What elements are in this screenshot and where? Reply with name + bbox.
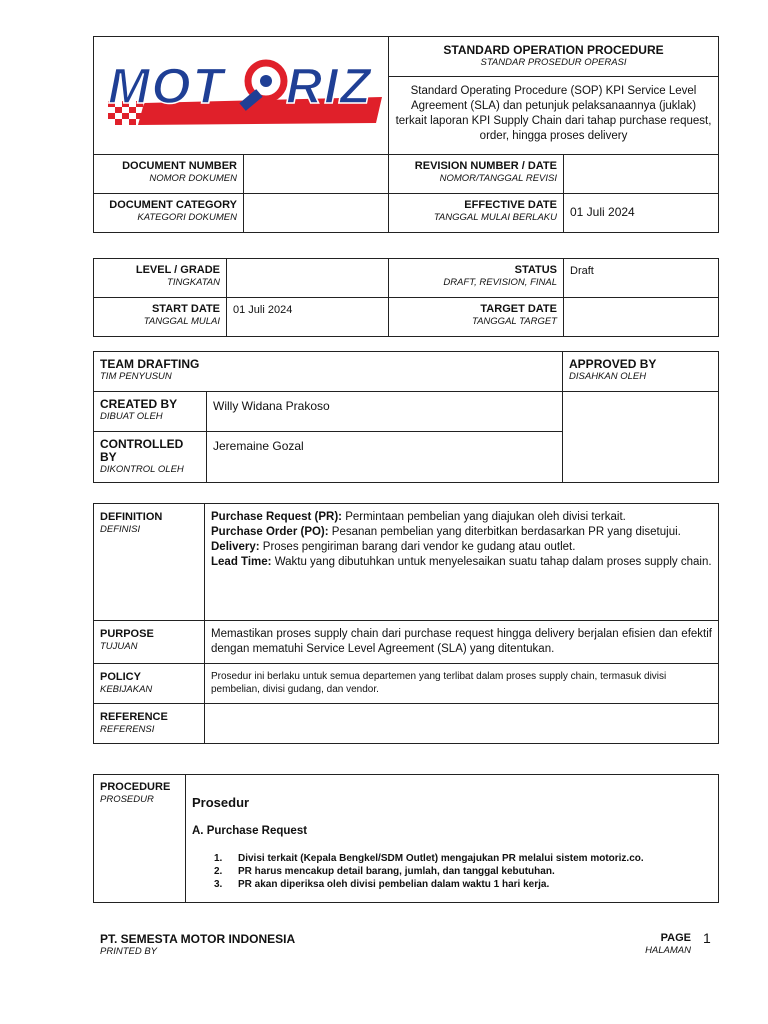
procedure-subheading: A. Purchase Request [192, 825, 308, 837]
document-number-label-cell [94, 155, 244, 194]
document-number-label: DOCUMENT NUMBER [122, 160, 237, 172]
target-date-sub: TANGGAL TARGET [472, 316, 557, 327]
approved-by-cell [563, 352, 719, 392]
purpose-label-cell [94, 621, 205, 664]
team-drafting-cell [94, 352, 563, 392]
footer-printed-by: PRINTED BY [100, 946, 158, 957]
procedure-label: PROCEDURE [100, 781, 171, 793]
effective-sub: TANGGAL MULAI BERLAKU [433, 212, 557, 223]
target-date-value [564, 298, 719, 337]
status-label-cell [389, 259, 564, 298]
revision-label: REVISION NUMBER / DATE [414, 160, 557, 172]
created-by-label: CREATED BY [100, 397, 178, 411]
start-date-value: 01 Juli 2024 [227, 298, 389, 337]
sections-table [93, 503, 719, 744]
definition-label: DEFINITION [100, 511, 163, 523]
procedure-step: 2. PR harus mencakup detail barang, jumlah, dan tanggal kebutuhan. [214, 866, 555, 877]
created-by-sub: DIBUAT OLEH [100, 411, 163, 422]
header-table [93, 36, 719, 233]
status-value: Draft [564, 259, 719, 298]
approved-by-label: APPROVED BY [569, 357, 657, 371]
footer-page-block [600, 932, 691, 957]
procedure-label-cell [94, 775, 186, 903]
category-value [244, 194, 389, 233]
policy-text: Prosedur ini berlaku untuk semua departemen yang terlibat dalam proses supply chain, termasuk divisi pembelian, divisi gudang, dan vendor. [205, 664, 719, 704]
level-label: LEVEL / GRADE [135, 264, 220, 276]
reference-sub: REFERENSI [100, 724, 155, 735]
doc-description: Standard Operating Procedure (SOP) KPI Service Level Agreement (SLA) dan petunjuk pelaksanaannya (juklak) terkait laporan KPI Supply Chain dari tahap purchase request, order, hingga proses delivery [389, 76, 718, 144]
team-table [93, 351, 719, 483]
status-table [93, 258, 719, 337]
definition-pr: Purchase Request (PR): Permintaan pembelian yang diajukan oleh divisi terkait. [211, 511, 626, 523]
procedure-step: 1. Divisi terkait (Kepala Bengkel/SDM Outlet) mengajukan PR melalui sistem motoriz.co. [214, 853, 644, 864]
procedure-content [186, 775, 719, 903]
effective-label: EFFECTIVE DATE [464, 199, 557, 211]
document-number-sub: NOMOR DOKUMEN [149, 173, 237, 184]
controlled-by-sub: DIKONTROL OLEH [100, 464, 184, 475]
approval-signature-cell [563, 392, 719, 483]
team-drafting-label: TEAM DRAFTING [100, 357, 200, 371]
procedure-step: 3. PR akan diperiksa oleh divisi pembelian dalam waktu 1 hari kerja. [214, 879, 550, 890]
footer-page-sub: HALAMAN [645, 945, 691, 956]
target-date-label: TARGET DATE [480, 303, 557, 315]
category-sub: KATEGORI DOKUMEN [137, 212, 237, 223]
controlled-by-cell [94, 432, 207, 483]
logo-wordmark-right: RIZ [286, 58, 373, 114]
procedure-sub: PROSEDUR [100, 794, 154, 805]
purpose-label: PURPOSE [100, 628, 154, 640]
policy-label: POLICY [100, 671, 141, 683]
procedure-heading: Prosedur [192, 795, 250, 810]
motoriz-logo [94, 37, 388, 149]
doc-title-sub: STANDAR PROSEDUR OPERASI [480, 57, 627, 68]
effective-label-cell [389, 194, 564, 233]
category-label: DOCUMENT CATEGORY [109, 199, 237, 211]
status-sub: DRAFT, REVISION, FINAL [443, 277, 557, 288]
team-drafting-sub: TIM PENYUSUN [100, 371, 172, 382]
reference-label-cell [94, 704, 205, 744]
procedure-table [93, 774, 719, 903]
controlled-by-label: CONTROLLED BY [100, 437, 184, 464]
document-number-value [244, 155, 389, 194]
procedure-steps [192, 852, 712, 891]
level-sub: TINGKATAN [167, 277, 220, 288]
purpose-text: Memastikan proses supply chain dari purchase request hingga delivery berjalan efisien dan efektif dengan mematuhi Service Level Agreement (SLA) yang ditentukan. [205, 621, 719, 664]
start-label-cell [94, 298, 227, 337]
definition-label-cell [94, 504, 205, 621]
purpose-sub: TUJUAN [100, 641, 138, 652]
created-by-cell [94, 392, 207, 432]
title-cell [389, 37, 719, 155]
logo-wordmark-left: MOT [108, 58, 226, 114]
footer-company-block [100, 932, 295, 958]
footer-page-label: PAGE [660, 932, 691, 944]
revision-value [564, 155, 719, 194]
definition-lead-time: Lead Time: Waktu yang dibutuhkan untuk menyelesaikan suatu tahap dalam proses supply chain. [211, 556, 712, 568]
footer-company: PT. SEMESTA MOTOR INDONESIA [100, 932, 296, 946]
level-value [227, 259, 389, 298]
level-label-cell [94, 259, 227, 298]
target-label-cell [389, 298, 564, 337]
doc-title: STANDARD OPERATION PROCEDURE [443, 43, 664, 57]
effective-value: 01 Juli 2024 [564, 194, 719, 233]
start-date-label: START DATE [151, 303, 220, 315]
reference-text [205, 704, 719, 744]
start-date-sub: TANGGAL MULAI [143, 316, 220, 327]
footer-page-number: 1 [703, 930, 711, 946]
definition-delivery: Delivery: Proses pengiriman barang dari vendor ke gudang atau outlet. [211, 541, 576, 553]
revision-sub: NOMOR/TANGGAL REVISI [439, 173, 557, 184]
revision-label-cell [389, 155, 564, 194]
policy-sub: KEBIJAKAN [100, 684, 153, 695]
category-label-cell [94, 194, 244, 233]
logo-cell [94, 37, 389, 155]
reference-label: REFERENCE [100, 711, 168, 723]
definition-sub: DEFINISI [100, 524, 141, 535]
definition-po: Purchase Order (PO): Pesanan pembelian yang diterbitkan berdasarkan PR yang disetujui. [211, 526, 681, 538]
approved-by-sub: DISAHKAN OLEH [569, 371, 647, 382]
controlled-by-value: Jeremaine Gozal [207, 432, 563, 483]
definition-content [205, 504, 719, 621]
created-by-value: Willy Widana Prakoso [207, 392, 563, 432]
policy-label-cell [94, 664, 205, 704]
status-label: STATUS [514, 264, 557, 276]
